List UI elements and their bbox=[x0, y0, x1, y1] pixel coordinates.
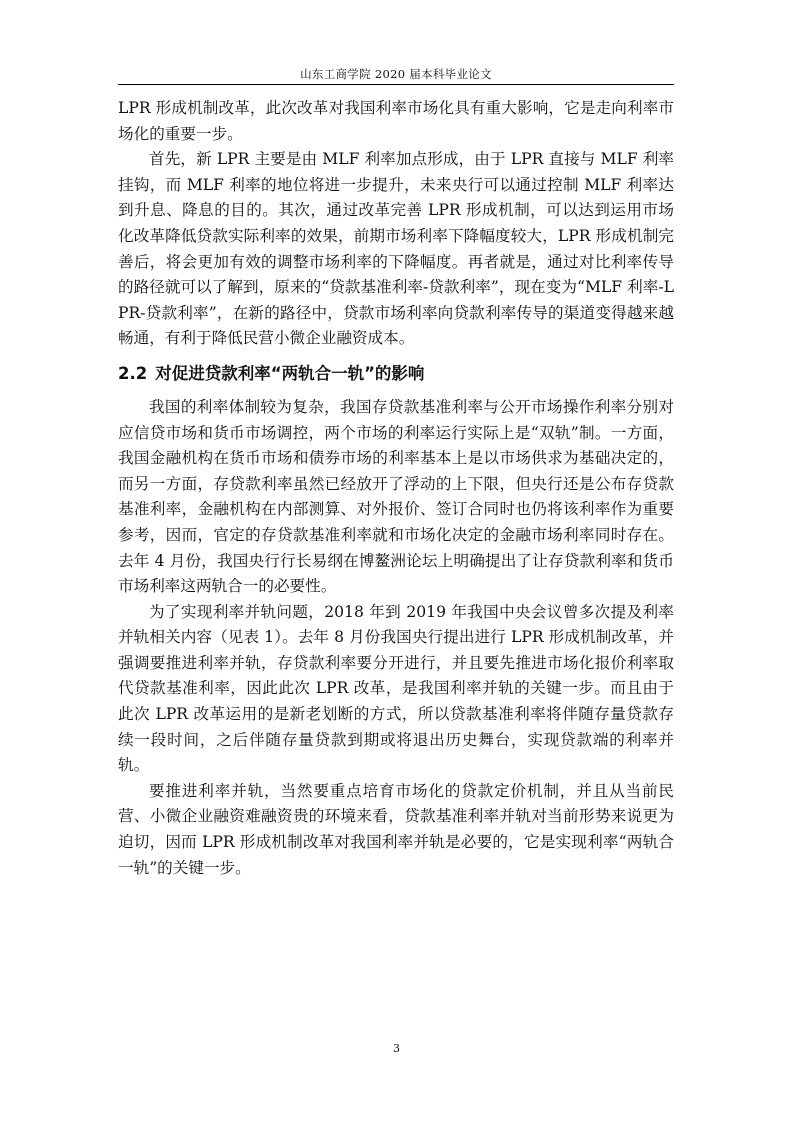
page-number: 3 bbox=[393, 1042, 400, 1055]
paragraph-rate-merger: 为了实现利率并轨问题，2018 年到 2019 年我国中央会议曾多次提及利率并轨相关内容（见表 1）。去年 8 月份我国央行提出进行 LPR 形成机制改革，并强调要推进利率并轨，存贷款利率要分开进行，并且要先推进市场化报价利率取代贷款基准利率，因此此次 LPR 改革，是我国利率并轨的关键一步。而且由于此次 LPR 改革运用的是新老划断的方式，所以贷款基准利率将伴随存量贷款存续一段时间，之后伴随存量贷款到期或将退出历史舞台，实现贷款端的利率并轨。 bbox=[118, 602, 674, 775]
header-rule bbox=[118, 84, 674, 85]
paragraph-lpr-effects: 首先，新 LPR 主要是由 MLF 利率加点形成，由于 LPR 直接与 MLF 利率挂钩，而 MLF 利率的地位将进一步提升，未来央行可以通过控制 MLF 利率达到升息、降息的目的。其次，通过改革完善 LPR 形成机制，可以达到运用市场化改革降低贷款实际利率的效果，前期市场利率下降幅度较大，LPR 形成机制完善后，将会更加有效的调整市场利率的下降幅度。再者就是，通过对比利率传导的路径就可以了解到，原来的“贷款基准利率-贷款利率”，现在变为“MLF 利率-LPR-贷款利率”，在新的路径中，贷款市场利率向贷款利率传导的渠道变得越来越畅通，有利于降低民营小微企业融资成本。 bbox=[118, 150, 674, 348]
paragraph-continuation: LPR 形成机制改革，此次改革对我国利率市场化具有重大影响，它是走向利率市场化的重要一步。 bbox=[118, 99, 674, 143]
section-heading bbox=[118, 362, 674, 386]
running-header: 山东工商学院 2020 届本科毕业论文 bbox=[300, 67, 492, 81]
section-number: 2.2 bbox=[118, 363, 148, 383]
paragraph-conclusion: 要推进利率并轨，当然要重点培育市场化的贷款定价机制，并且从当前民营、小微企业融资难融资贵的环境来看，贷款基准利率并轨对当前形势来说更为迫切，因而 LPR 形成机制改革对我国利率并轨是必要的，它是实现利率“两轨合一轨”的关键一步。 bbox=[118, 781, 674, 877]
section-title: 对促进贷款利率“两轨合一轨”的影响 bbox=[155, 363, 425, 383]
paragraph-dual-track: 我国的利率体制较为复杂，我国存贷款基准利率与公开市场操作利率分别对应信贷市场和货币市场调控，两个市场的利率运行实际上是“双轨”制。一方面，我国金融机构在货币市场和债券市场的利率基本上是以市场供求为基础决定的，而另一方面，存贷款利率虽然已经放开了浮动的上下限，但央行还是公布存贷款基准利率，金融机构在内部测算、对外报价、签订合同时也仍将该利率作为重要参考，因而，官定的存贷款基准利率就和市场化决定的金融市场利率同时存在。去年 4 月份，我国央行行长易纲在博鳌洲论坛上明确提出了让存贷款利率和货币市场利率这两轨合一的必要性。 bbox=[118, 397, 674, 596]
body-text bbox=[118, 96, 674, 881]
